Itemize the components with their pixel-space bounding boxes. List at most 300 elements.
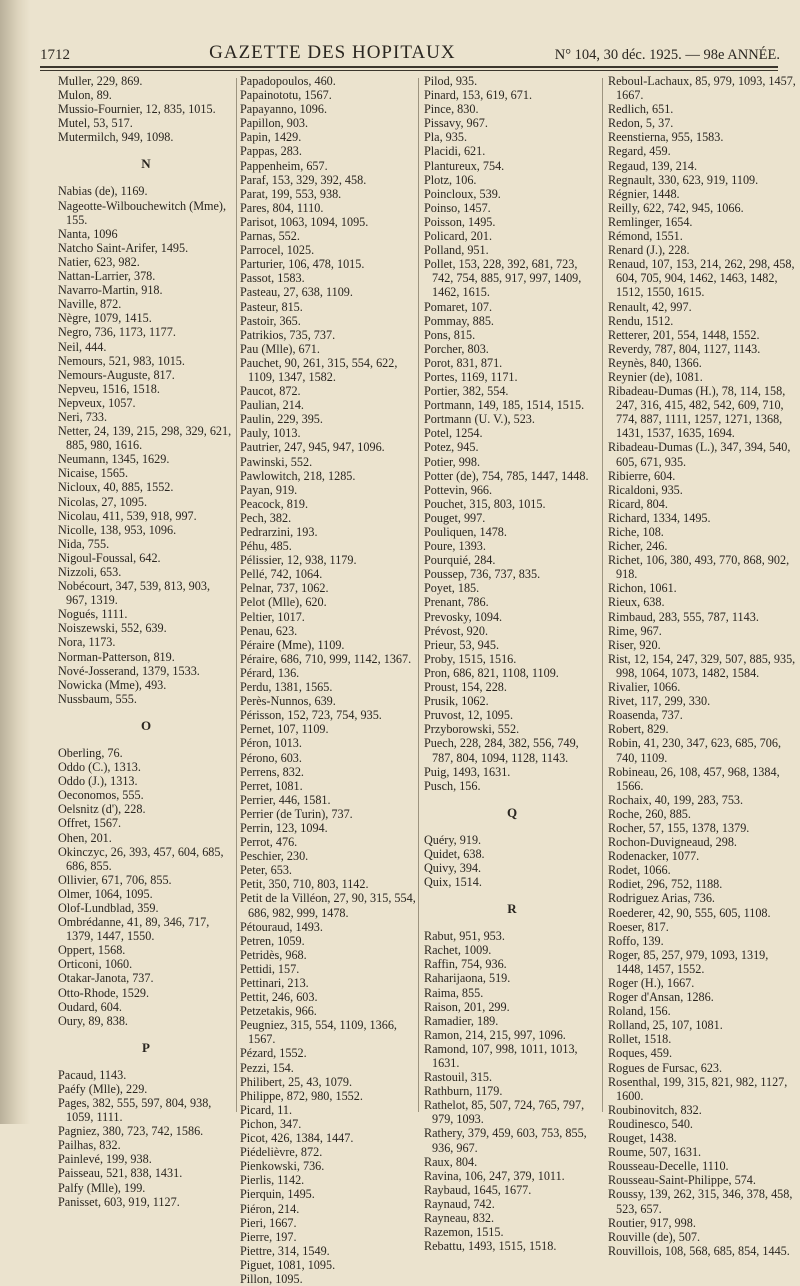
index-entry: Perret, 1081.	[240, 778, 303, 793]
index-entry: Poussep, 736, 737, 835.	[424, 567, 541, 582]
index-entry: Piéron, 214.	[240, 1201, 300, 1216]
index-entry: Naville, 872.	[58, 297, 122, 312]
header-rule	[40, 66, 778, 68]
index-entry: Nicloux, 40, 885, 1552.	[58, 480, 174, 495]
index-entry: Perrin, 123, 1094.	[240, 820, 328, 835]
index-entry: Pettidi, 157.	[240, 961, 300, 976]
index-entry: Pauly, 1013.	[240, 426, 301, 441]
index-entry: Nicolle, 138, 953, 1096.	[58, 522, 177, 537]
column-divider	[602, 78, 603, 1112]
index-entry: Natier, 623, 982.	[58, 254, 140, 269]
index-entry: Potel, 1254.	[424, 426, 483, 441]
index-entry: Panisset, 603, 919, 1127.	[58, 1194, 180, 1209]
index-entry: Pérard, 136.	[240, 665, 300, 680]
index-entry: Nepveu, 1516, 1518.	[58, 381, 160, 396]
section-letter: N	[141, 156, 151, 172]
index-entry: Pieri, 1667.	[240, 1215, 297, 1230]
index-entry: Paraf, 153, 329, 392, 458.	[240, 172, 367, 187]
index-entry: Pagniez, 380, 723, 742, 1586.	[58, 1124, 204, 1139]
index-entry: Otakar-Janota, 737.	[58, 971, 154, 986]
index-entry: Piédelièvre, 872.	[240, 1145, 323, 1160]
index-entry: Poure, 1393.	[424, 539, 486, 554]
index-entry: Robin, 41, 230, 347, 623, 685, 706, 740, 1109.	[608, 736, 781, 765]
index-entry: Petren, 1059.	[240, 933, 305, 948]
index-entry: Pichon, 347.	[240, 1116, 302, 1131]
index-entry: Oeconomos, 555.	[58, 788, 144, 803]
section-letter: O	[140, 717, 152, 733]
index-entry: Neil, 444.	[58, 339, 107, 354]
index-entry: Perrier, 446, 1581.	[240, 792, 331, 807]
index-entry: Nigoul-Foussal, 642.	[58, 550, 161, 565]
index-entry: Nemours, 521, 983, 1015.	[58, 353, 185, 368]
column-divider	[418, 78, 419, 1112]
index-entry: Pomaret, 107.	[424, 299, 493, 314]
index-entry: Rabut, 951, 953.	[424, 929, 505, 944]
index-entry: Renard (J.), 228.	[608, 243, 690, 258]
index-entry: Pettit, 246, 603.	[240, 990, 318, 1005]
index-entry: Nida, 755.	[58, 536, 110, 551]
index-column-4	[608, 74, 796, 1258]
index-entry: Renault, 42, 997.	[608, 299, 692, 314]
index-entry: Rémond, 1551.	[608, 229, 683, 244]
index-entry: Nepveux, 1057.	[58, 395, 136, 410]
index-entry: Renaud, 107, 153, 214, 262, 298, 458, 604, 705, 904, 1462, 1463, 1482, 1512, 1550, 1615.	[608, 257, 795, 300]
index-entry: Quidet, 638.	[424, 846, 485, 861]
index-entry: Nové-Josserand, 1379, 1533.	[58, 663, 200, 678]
index-entry: Porot, 831, 871.	[424, 355, 503, 370]
index-entry: Riche, 108.	[608, 525, 664, 539]
index-entry: Perdu, 1381, 1565.	[240, 680, 333, 695]
index-entry: Rollet, 1518.	[608, 1032, 672, 1047]
index-column-2	[240, 74, 416, 1286]
index-entry: Portier, 382, 554.	[424, 384, 509, 399]
index-entry: Puech, 228, 284, 382, 556, 749, 787, 804, 1094, 1128, 1143.	[424, 736, 579, 765]
index-entry: Quivy, 394.	[424, 860, 482, 875]
index-entry: Nattan-Larrier, 378.	[58, 269, 156, 284]
index-entry: Prévost, 920.	[424, 623, 488, 638]
index-entry: Pelot (Mlle), 620.	[240, 595, 327, 610]
index-entry: Prevosky, 1094.	[424, 609, 503, 624]
index-entry: Olof-Lundblad, 359.	[58, 900, 159, 915]
index-entry: Oddo (J.), 1313.	[58, 774, 138, 789]
index-entry: Pages, 382, 555, 597, 804, 938, 1059, 1111.	[58, 1096, 212, 1125]
index-entry: Peugniez, 315, 554, 1109, 1366, 1567.	[240, 1018, 397, 1047]
index-entry: Policard, 201.	[424, 229, 493, 244]
index-entry: Otto-Rhode, 1529.	[58, 985, 150, 1000]
index-entry: Rebattu, 1493, 1515, 1518.	[424, 1239, 557, 1254]
index-entry: Ricard, 804.	[608, 496, 668, 511]
index-entry: Richer, 246.	[608, 539, 668, 554]
index-entry: Roubinovitch, 832.	[608, 1102, 702, 1117]
index-entry: Portes, 1169, 1171.	[424, 369, 518, 384]
index-entry: Pautrier, 247, 945, 947, 1096.	[240, 440, 385, 455]
index-entry: Ribadeau-Dumas (H.), 78, 114, 158, 247, 316, 415, 482, 542, 609, 710, 774, 887, 1111, 1257, 1271, 1368, 1431, 1537, 1635, 1694.	[608, 384, 786, 441]
index-entry: Rochaix, 40, 199, 283, 753.	[608, 792, 744, 807]
index-entry: Rocher, 57, 155, 1378, 1379.	[608, 820, 750, 835]
index-entry: Péhu, 485.	[240, 539, 292, 554]
section-letter: P	[142, 1039, 150, 1055]
index-entry: Ramadier, 189.	[424, 1013, 499, 1028]
index-entry: Rimbaud, 283, 555, 787, 1143.	[608, 609, 759, 624]
index-entry: Philippe, 872, 980, 1552.	[240, 1088, 363, 1103]
index-entry: Rouville (de), 507.	[608, 1229, 701, 1244]
index-entry: Paulin, 229, 395.	[240, 412, 323, 427]
index-entry: Reilly, 622, 742, 945, 1066.	[608, 200, 744, 215]
index-entry: Roussy, 139, 262, 315, 346, 378, 458, 523, 657.	[608, 1187, 793, 1216]
index-entry: Routier, 917, 998.	[608, 1215, 696, 1230]
index-entry: Quéry, 919.	[424, 832, 482, 847]
index-entry: Plotz, 106.	[424, 172, 477, 187]
index-entry: Richard, 1334, 1495.	[608, 510, 711, 525]
index-entry: Potez, 945.	[424, 440, 479, 455]
index-entry: Paucot, 872.	[240, 384, 301, 399]
index-entry: Petit, 350, 710, 803, 1142.	[240, 877, 369, 892]
index-entry: Oelsnitz (d'), 228.	[58, 802, 146, 817]
index-entry: Riser, 920.	[608, 637, 661, 652]
index-entry: Pawlowitch, 218, 1285.	[240, 468, 356, 483]
index-entry: Rathburn, 1179.	[424, 1084, 503, 1099]
index-entry: Nowicka (Mme), 493.	[58, 677, 167, 692]
index-entry: Nègre, 1079, 1415.	[58, 311, 152, 326]
index-entry: Raison, 201, 299.	[424, 999, 510, 1014]
index-entry: Ribierre, 604.	[608, 468, 676, 483]
index-entry: Rochon-Duvigneaud, 298.	[608, 835, 737, 850]
index-entry: Petridès, 968.	[240, 947, 307, 962]
index-entry: Nabias (de), 1169.	[58, 184, 148, 199]
index-entry: Oppert, 1568.	[58, 943, 126, 958]
index-entry: Péraire (Mme), 1109.	[240, 637, 345, 652]
index-entry: Ramon, 214, 215, 997, 1096.	[424, 1027, 566, 1042]
index-entry: Retterer, 201, 554, 1448, 1552.	[608, 327, 760, 342]
index-entry: Pélissier, 12, 938, 1179.	[240, 553, 357, 568]
index-entry: Rime, 967.	[608, 623, 662, 638]
index-entry: Prieur, 53, 945.	[424, 637, 499, 652]
index-entry: Peltier, 1017.	[240, 609, 305, 624]
index-entry: Pau (Mlle), 671.	[240, 341, 320, 356]
index-entry: Picard, 11.	[240, 1102, 293, 1117]
index-entry: Oberling, 76.	[58, 745, 123, 760]
index-entry: Prusik, 1062.	[424, 694, 489, 709]
section-letter: Q	[506, 804, 518, 820]
index-entry: Regaud, 139, 214.	[608, 158, 698, 173]
index-entry: Rathery, 379, 459, 603, 753, 855, 936, 967.	[424, 1126, 587, 1155]
index-entry: Périsson, 152, 723, 754, 935.	[240, 708, 382, 723]
index-entry: Richon, 1061.	[608, 581, 677, 596]
index-entry: Raybaud, 1645, 1677.	[424, 1182, 532, 1197]
index-entry: Perrier (de Turin), 737.	[240, 806, 353, 821]
index-entry: Papillon, 903.	[240, 116, 309, 131]
index-entry: Pétouraud, 1493.	[240, 919, 323, 934]
index-entry: Roques, 459.	[608, 1046, 672, 1061]
index-entry: Pech, 382.	[240, 510, 292, 525]
index-entry: Pince, 830.	[424, 102, 479, 117]
index-entry: Roume, 507, 1631.	[608, 1145, 702, 1160]
index-entry: Olmer, 1064, 1095.	[58, 886, 153, 901]
index-entry: Pauchet, 90, 261, 315, 554, 622, 1109, 1347, 1582.	[240, 355, 398, 384]
index-entry: Perrot, 476.	[240, 835, 298, 850]
index-entry: Raynaud, 742.	[424, 1196, 495, 1211]
index-entry: Navarro-Martin, 918.	[58, 283, 163, 298]
index-entry: Razemon, 1515.	[424, 1225, 504, 1240]
index-entry: Pelnar, 737, 1062.	[240, 581, 329, 596]
index-entry: Raffin, 754, 936.	[424, 957, 507, 972]
index-entry: Ravina, 106, 247, 379, 1011.	[424, 1168, 565, 1183]
index-entry: Przyborowski, 552.	[424, 722, 520, 737]
index-entry: Pissavy, 967.	[424, 116, 488, 131]
section-letter: R	[507, 901, 517, 917]
index-entry: Pilod, 935.	[424, 74, 478, 88]
index-entry: Raharijaona, 519.	[424, 971, 511, 986]
index-entry: Philibert, 25, 43, 1079.	[240, 1074, 353, 1089]
index-entry: Pron, 686, 821, 1108, 1109.	[424, 665, 559, 680]
index-entry: Rendu, 1512.	[608, 313, 674, 328]
index-entry: Pares, 804, 1110.	[240, 200, 324, 215]
index-entry: Mutel, 53, 517.	[58, 116, 133, 131]
index-entry: Parnas, 552.	[240, 229, 300, 244]
index-entry: Reverdy, 787, 804, 1127, 1143.	[608, 341, 761, 356]
index-entry: Rouget, 1438.	[608, 1131, 677, 1146]
index-entry: Rousseau-Decelle, 1110.	[608, 1159, 729, 1174]
index-entry: Patrikios, 735, 737.	[240, 327, 336, 342]
index-entry: Neri, 733.	[58, 409, 108, 424]
index-entry: Noiszewski, 552, 639.	[58, 621, 167, 636]
index-entry: Péron, 1013.	[240, 736, 302, 751]
index-entry: Pézard, 1552.	[240, 1046, 307, 1061]
index-entry: Pinard, 153, 619, 671.	[424, 88, 532, 103]
index-entry: Pawinski, 552.	[240, 454, 313, 469]
index-entry: Nizzoli, 653.	[58, 565, 122, 579]
index-entry: Nageotte-Wilbouchewitch (Mme), 155.	[58, 198, 227, 227]
index-entry: Pastoir, 365.	[240, 313, 301, 328]
index-entry: Papadopoulos, 460.	[240, 74, 336, 88]
index-entry: Regnault, 330, 623, 919, 1109.	[608, 172, 759, 187]
index-entry: Parat, 199, 553, 938.	[240, 186, 342, 201]
index-entry: Rachet, 1009.	[424, 943, 492, 958]
index-entry: Pasteur, 815.	[240, 299, 303, 314]
index-column-3	[424, 74, 600, 1253]
index-entry: Rieux, 638.	[608, 595, 665, 610]
index-entry: Parisot, 1063, 1094, 1095.	[240, 214, 369, 229]
index-entry: Régnier, 1448.	[608, 186, 680, 201]
index-entry: Robineau, 26, 108, 457, 968, 1384, 1566.	[608, 764, 780, 793]
index-entry: Richet, 106, 380, 493, 770, 868, 902, 918.	[608, 553, 790, 582]
index-entry: Reenstierna, 955, 1583.	[608, 130, 724, 145]
index-entry: Nicaise, 1565.	[58, 466, 129, 481]
index-entry: Pruvost, 12, 1095.	[424, 708, 514, 723]
index-entry: Pellé, 742, 1064.	[240, 567, 323, 582]
index-entry: Nanta, 1096	[58, 226, 118, 241]
index-entry: Passot, 1583.	[240, 271, 305, 286]
index-entry: Rogues de Fursac, 623.	[608, 1060, 723, 1075]
index-entry: Muller, 229, 869.	[58, 74, 143, 88]
index-entry: Pouget, 997.	[424, 510, 486, 525]
index-entry: Papin, 1429.	[240, 130, 302, 145]
index-entry: Proby, 1515, 1516.	[424, 651, 517, 666]
index-entry: Mulon, 89.	[58, 88, 112, 103]
index-entry: Nora, 1173.	[58, 635, 116, 650]
index-entry: Neumann, 1345, 1629.	[58, 452, 170, 467]
index-entry: Oddo (C.), 1313.	[58, 760, 141, 775]
index-entry: Rodet, 1066.	[608, 863, 671, 878]
issue-info: N° 104, 30 déc. 1925. — 98e ANNÉE.	[554, 47, 780, 63]
index-entry: Rousseau-Saint-Philippe, 574.	[608, 1173, 756, 1188]
index-entry: Roger, 85, 257, 979, 1093, 1319, 1448, 1457, 1552.	[608, 947, 769, 976]
index-entry: Roudinesco, 540.	[608, 1116, 693, 1131]
index-entry: Rodenacker, 1077.	[608, 849, 700, 864]
index-entry: Portmann, 149, 185, 1514, 1515.	[424, 398, 585, 413]
index-entry: Orticoni, 1060.	[58, 957, 133, 972]
index-entry: Nicolas, 27, 1095.	[58, 494, 148, 509]
index-entry: Roche, 260, 885.	[608, 806, 691, 821]
index-entry: Nussbaum, 555.	[58, 691, 137, 706]
running-header	[40, 30, 780, 64]
index-entry: Pourquié, 284.	[424, 553, 496, 568]
index-entry: Prenant, 786.	[424, 595, 489, 610]
index-entry: Nemours-Auguste, 817.	[58, 367, 175, 382]
index-entry: Picot, 426, 1384, 1447.	[240, 1131, 354, 1146]
index-entry: Pla, 935.	[424, 130, 467, 145]
index-entry: Pérono, 603.	[240, 750, 302, 765]
index-entry: Ramond, 107, 998, 1011, 1013, 1631.	[424, 1041, 578, 1070]
index-entry: Palfy (Mlle), 199.	[58, 1180, 146, 1195]
index-entry: Porcher, 803.	[424, 341, 489, 356]
index-entry: Parrocel, 1025.	[240, 243, 315, 258]
index-entry: Pezzi, 154.	[240, 1060, 294, 1075]
index-entry: Okinczyc, 26, 393, 457, 604, 685, 686, 855.	[58, 844, 224, 873]
index-entry: Polland, 951.	[424, 243, 489, 258]
index-entry: Offret, 1567.	[58, 816, 122, 831]
index-entry: Negro, 736, 1173, 1177.	[58, 325, 176, 340]
index-entry: Piettre, 314, 1549.	[240, 1243, 330, 1258]
index-entry: Oudard, 604.	[58, 999, 122, 1014]
index-entry: Roland, 156.	[608, 1004, 671, 1019]
index-entry: Pusch, 156.	[424, 778, 481, 793]
index-entry: Rayneau, 832.	[424, 1211, 495, 1226]
index-entry: Pouchet, 315, 803, 1015.	[424, 496, 546, 511]
page-number: 1712	[40, 47, 70, 63]
journal-title: GAZETTE DES HOPITAUX	[209, 42, 456, 63]
index-entry: Rist, 12, 154, 247, 329, 507, 885, 935, 998, 1064, 1073, 1482, 1584.	[608, 651, 796, 680]
index-entry: Rolland, 25, 107, 1081.	[608, 1018, 723, 1033]
index-entry: Natcho Saint-Arifer, 1495.	[58, 240, 189, 255]
index-entry: Puig, 1493, 1631.	[424, 764, 511, 779]
index-entry: Rouvillois, 108, 568, 685, 854, 1445.	[608, 1243, 790, 1258]
index-entry: Nogués, 1111.	[58, 607, 128, 622]
index-entry: Papayanno, 1096.	[240, 102, 327, 117]
index-entry: Poyet, 185.	[424, 581, 480, 596]
index-entry: Pons, 815.	[424, 327, 476, 342]
index-entry: Paéfy (Mlle), 229.	[58, 1081, 148, 1096]
index-entry: Pierre, 197.	[240, 1229, 297, 1244]
index-entry: Pollet, 153, 228, 392, 681, 723, 742, 754, 885, 917, 997, 1409, 1462, 1615.	[424, 257, 582, 300]
index-entry: Rodiet, 296, 752, 1188.	[608, 877, 723, 892]
index-entry: Roffo, 139.	[608, 933, 664, 948]
index-entry: Oury, 89, 838.	[58, 1013, 128, 1028]
index-entry: Pettinari, 213.	[240, 976, 309, 990]
index-entry: Reboul-Lachaux, 85, 979, 1093, 1457, 1667.	[608, 74, 796, 103]
index-entry: Plantureux, 754.	[424, 158, 505, 173]
index-entry: Pedrarzini, 193.	[240, 525, 318, 539]
index-entry: Ricaldoni, 935.	[608, 482, 683, 497]
index-entry: Reynier (de), 1081.	[608, 369, 703, 384]
index-entry: Paulian, 214.	[240, 398, 304, 413]
index-entry: Pommay, 885.	[424, 313, 494, 328]
index-entry: Rivet, 117, 299, 330.	[608, 694, 711, 709]
index-entry: Perrens, 832.	[240, 764, 304, 779]
index-entry: Reynès, 840, 1366.	[608, 355, 702, 370]
index-entry: Pailhas, 832.	[58, 1138, 121, 1153]
header-rule-thin	[40, 70, 778, 71]
index-entry: Pierquin, 1495.	[240, 1187, 315, 1202]
index-entry: Roeser, 817.	[608, 919, 669, 934]
index-entry: Rosenthal, 199, 315, 821, 982, 1127, 1600.	[608, 1074, 788, 1103]
index-entry: Pouliquen, 1478.	[424, 525, 507, 539]
index-entry: Roger (H.), 1667.	[608, 976, 695, 990]
index-entry: Parturier, 106, 478, 1015.	[240, 257, 365, 272]
index-entry: Péraire, 686, 710, 999, 1142, 1367.	[240, 651, 412, 666]
index-entry: Pottevin, 966.	[424, 482, 493, 497]
index-entry: Nobécourt, 347, 539, 813, 903, 967, 1319.	[58, 579, 210, 608]
index-entry: Peter, 653.	[240, 863, 292, 878]
index-entry: Rastouil, 315.	[424, 1070, 493, 1085]
index-entry: Regard, 459.	[608, 144, 671, 159]
index-entry: Pernet, 107, 1109.	[240, 722, 329, 737]
index-entry: Rodriguez Arias, 736.	[608, 891, 715, 906]
index-entry: Ombrédanne, 41, 89, 346, 717, 1379, 1447, 1550.	[58, 915, 210, 944]
index-entry: Roederer, 42, 90, 555, 605, 1108.	[608, 905, 771, 920]
index-entry: Rathelot, 85, 507, 724, 765, 797, 979, 1093.	[424, 1098, 585, 1127]
index-entry: Redlich, 651.	[608, 102, 674, 117]
index-entry: Papainototu, 1567.	[240, 88, 332, 103]
index-entry: Petzetakis, 966.	[240, 1004, 317, 1019]
index-entry: Redon, 5, 37.	[608, 116, 674, 131]
index-entry: Poincloux, 539.	[424, 186, 501, 201]
index-entry: Ohen, 201.	[58, 830, 112, 845]
index-entry: Proust, 154, 228.	[424, 680, 507, 695]
index-entry: Petit de la Villéon, 27, 90, 315, 554, 686, 982, 999, 1478.	[240, 891, 416, 920]
index-entry: Potier, 998.	[424, 454, 481, 469]
index-entry: Raux, 804.	[424, 1154, 478, 1169]
index-entry: Raima, 855.	[424, 985, 484, 1000]
index-entry: Pappenheim, 657.	[240, 158, 328, 173]
index-column-1	[58, 74, 234, 1209]
index-entry: Roger d'Ansan, 1286.	[608, 990, 714, 1005]
column-divider	[236, 78, 237, 1112]
index-entry: Mussio-Fournier, 12, 835, 1015.	[58, 102, 216, 117]
index-entry: Nicolau, 411, 539, 918, 997.	[58, 508, 197, 523]
index-entry: Peacock, 819.	[240, 496, 309, 511]
binding-gutter	[0, 0, 30, 1124]
index-entry: Norman-Patterson, 819.	[58, 649, 175, 664]
index-entry: Rivalier, 1066.	[608, 680, 681, 695]
index-entry: Painlevé, 199, 938.	[58, 1152, 152, 1167]
index-entry: Poinso, 1457.	[424, 200, 491, 215]
index-entry: Netter, 24, 139, 215, 298, 329, 621, 885, 980, 1616.	[58, 424, 232, 453]
index-entry: Pienkowski, 736.	[240, 1159, 325, 1174]
index-entry: Placidi, 621.	[424, 144, 486, 159]
index-entry: Paisseau, 521, 838, 1431.	[58, 1166, 183, 1181]
index-entry: Pierlis, 1142.	[240, 1173, 305, 1188]
index-entry: Robert, 829.	[608, 722, 669, 737]
index-entry: Pacaud, 1143.	[58, 1067, 127, 1082]
index-entry: Penau, 623.	[240, 623, 298, 638]
index-entry: Piguet, 1081, 1095.	[240, 1257, 336, 1272]
index-entry: Peschier, 230.	[240, 849, 309, 864]
index-entry: Pasteau, 27, 638, 1109.	[240, 285, 353, 300]
index-entry: Mutermilch, 949, 1098.	[58, 130, 174, 145]
index-entry: Ribadeau-Dumas (L.), 347, 394, 540, 605, 671, 935.	[608, 440, 791, 469]
index-entry: Potter (de), 754, 785, 1447, 1448.	[424, 468, 589, 483]
